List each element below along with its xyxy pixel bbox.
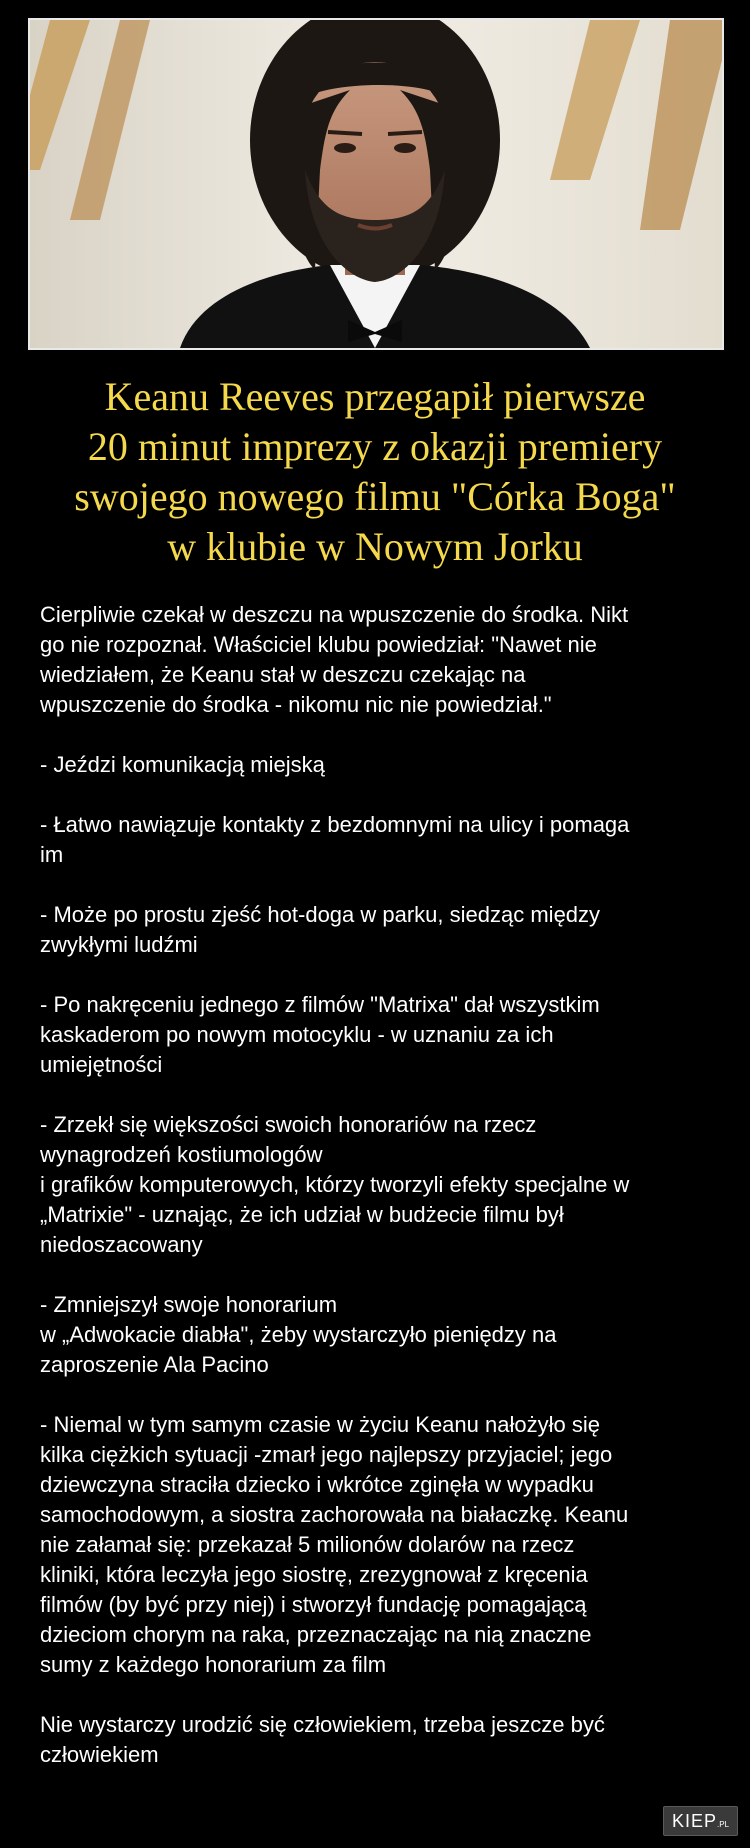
text-line: niedoszacowany: [40, 1232, 203, 1257]
text-line: go nie rozpoznał. Właściciel klubu powiedział: "Nawet nie: [40, 632, 597, 657]
headline-line: 20 minut imprezy z okazji premiery: [87, 424, 663, 469]
kiep-logo[interactable]: [663, 1806, 738, 1836]
text-line: kliniki, która leczyła jego siostrę, zrezygnował z kręcenia: [40, 1562, 588, 1587]
closing-paragraph: [40, 1710, 716, 1770]
text-line: wpuszczenie do środka - nikomu nic nie powiedział.": [40, 692, 552, 717]
text-line: - Zrzekł się większości swoich honorariów na rzecz: [40, 1112, 537, 1137]
text-line: w „Adwokacie diabła", żeby wystarczyło pieniędzy na: [40, 1322, 557, 1347]
fact-paragraph: [40, 990, 716, 1080]
text-line: „Matrixie" - uznając, że ich udział w budżecie filmu był: [40, 1202, 564, 1227]
headline-line: swojego nowego filmu "Córka Boga": [74, 474, 676, 519]
text-line: im: [40, 842, 64, 867]
article-body: [40, 600, 716, 1800]
text-line: Nie wystarczy urodzić się człowiekiem, trzeba jeszcze być: [40, 1712, 605, 1737]
portrait-photo-icon: [30, 20, 722, 348]
logo-suffix: .PL: [716, 1820, 729, 1829]
headline-line: w klubie w Nowym Jorku: [167, 524, 583, 569]
fact-paragraph: [40, 1410, 716, 1680]
text-line: kilka ciężkich sytuacji -zmarł jego najlepszy przyjaciel; jego: [40, 1442, 613, 1467]
text-line: Cierpliwie czekał w deszczu na wpuszczenie do środka. Nikt: [40, 602, 629, 627]
intro-paragraph: [40, 600, 716, 720]
text-line: sumy z każdego honorarium za film: [40, 1652, 387, 1677]
fact-paragraph: [40, 750, 716, 780]
text-line: - Może po prostu zjeść hot-doga w parku, siedząc między: [40, 902, 601, 927]
text-line: filmów (by być przy niej) i stworzył fundację pomagającą: [40, 1592, 587, 1617]
text-line: i grafików komputerowych, którzy tworzyli efekty specjalne w: [40, 1172, 630, 1197]
text-line: zaproszenie Ala Pacino: [40, 1352, 269, 1377]
text-line: - Po nakręceniu jednego z filmów "Matrixa" dał wszystkim: [40, 992, 600, 1017]
text-line: kaskaderom po nowym motocyklu - w uznaniu za ich: [40, 1022, 554, 1047]
fact-paragraph: [40, 1110, 716, 1260]
text-line: - Łatwo nawiązuje kontakty z bezdomnymi na ulicy i pomaga: [40, 812, 630, 837]
text-line: - Zmniejszył swoje honorarium: [40, 1292, 338, 1317]
fact-paragraph: [40, 810, 716, 870]
headline: [20, 372, 730, 572]
text-line: dzieciom chorym na raka, przeznaczając na nią znaczne: [40, 1622, 592, 1647]
text-line: - Jeździ komunikacją miejską: [40, 752, 325, 777]
text-line: - Niemal w tym samym czasie w życiu Keanu nałożyło się: [40, 1412, 600, 1437]
logo-text: KIEP: [671, 1811, 717, 1831]
text-line: wynagrodzeń kostiumologów: [40, 1142, 323, 1167]
text-line: nie załamał się: przekazał 5 milionów dolarów na rzecz: [40, 1532, 575, 1557]
text-line: umiejętności: [40, 1052, 163, 1077]
portrait-photo: [28, 18, 724, 350]
text-line: wiedziałem, że Keanu stał w deszczu czekając na: [40, 662, 526, 687]
text-line: człowiekiem: [40, 1742, 159, 1767]
text-line: zwykłymi ludźmi: [40, 932, 198, 957]
fact-paragraph: [40, 1290, 716, 1380]
headline-line: Keanu Reeves przegapił pierwsze: [104, 374, 646, 419]
text-line: samochodowym, a siostra zachorowała na białaczkę. Keanu: [40, 1502, 629, 1527]
fact-paragraph: [40, 900, 716, 960]
text-line: dziewczyna straciła dziecko i wkrótce zginęła w wypadku: [40, 1472, 594, 1497]
